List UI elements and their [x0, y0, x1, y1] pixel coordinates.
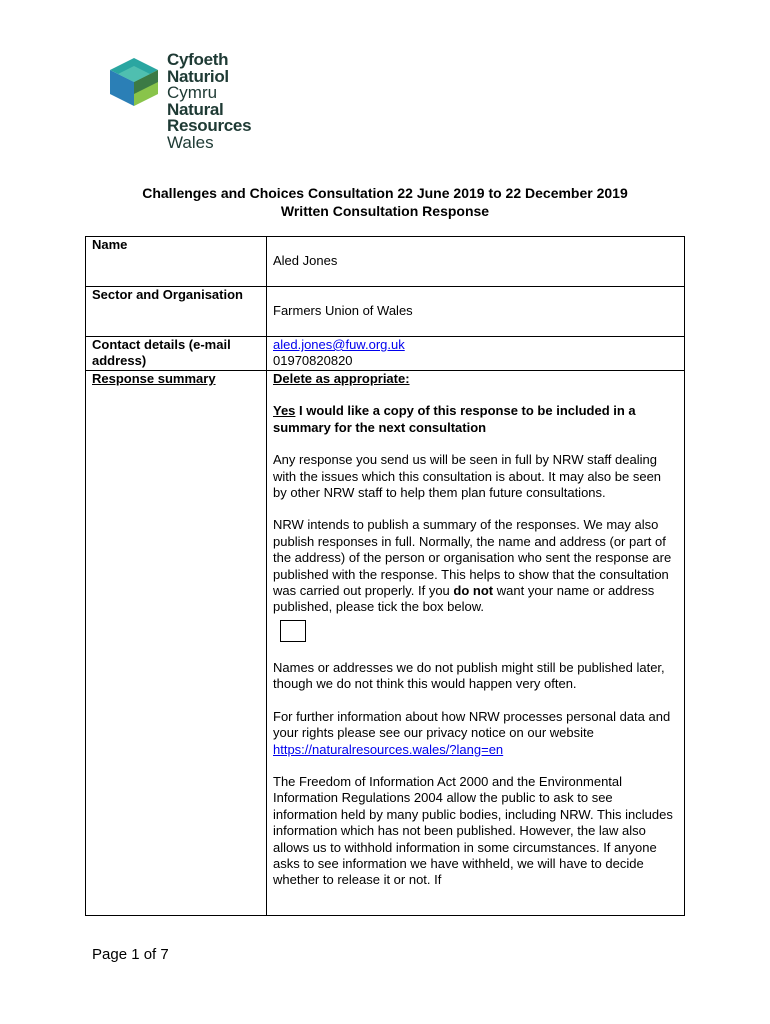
privacy-notice-link[interactable]: https://naturalresources.wales/?lang=en: [273, 741, 504, 757]
name-cell: [267, 237, 685, 287]
sector-value: Farmers Union of Wales: [273, 303, 413, 318]
privacy-para-4: [273, 709, 678, 758]
copy-request: [273, 403, 678, 436]
para4-text: For further information about how NRW processes personal data and your rights please see our privacy notice on our website: [273, 708, 671, 741]
summary-label-cell: [86, 371, 267, 916]
summary-row: [86, 371, 685, 916]
contact-row: [86, 337, 685, 371]
sector-cell: [267, 287, 685, 337]
title-line-2: Written Consultation Response: [280, 203, 490, 219]
contact-cell: [267, 337, 685, 371]
page-number: Page 1 of 7: [92, 946, 169, 963]
privacy-para-1: Any response you send us will be seen in full by NRW staff dealing with the issues which this consultation is about. It may also be seen by other NRW staff to help them plan future consultations.: [273, 452, 662, 501]
contact-phone: 01970820820: [273, 353, 353, 369]
summary-label: Response summary: [92, 371, 216, 386]
privacy-para-3: Names or addresses we do not publish might still be published later, though we do not think this would happen very often.: [273, 659, 665, 692]
para2-bold: do not: [453, 583, 494, 599]
name-value: Aled Jones: [273, 253, 338, 268]
logo-line-wales: Wales: [167, 132, 214, 152]
document-title: [0, 184, 770, 220]
name-label: Name: [86, 237, 267, 287]
logo-line-natural: Natural: [167, 99, 224, 119]
delete-label: Delete as appropriate:: [273, 371, 410, 386]
summary-cell: [267, 371, 685, 916]
nrw-logo: [106, 52, 276, 158]
withhold-name-checkbox[interactable]: [280, 620, 306, 642]
sector-label: Sector and Organisation: [86, 287, 267, 337]
para2-start: NRW intends to publish a summary of the responses. We may also publish responses in full. Normally, the name and address (or part of the address) of the person or organisation who sent the response are published with the response. This helps to show that the consultation was carried out properly. If you: [273, 517, 672, 599]
yes-option[interactable]: Yes: [273, 403, 296, 419]
logo-wordmark: [167, 52, 251, 151]
para2-end: want your name or address published, please tick the box below.: [273, 583, 655, 615]
logo-line-cymru: Cymru: [167, 83, 218, 102]
copy-request-text: I would like a copy of this response to be included in a summary for the next consultation: [273, 403, 636, 435]
name-row: [86, 237, 685, 287]
contact-email-link[interactable]: aled.jones@fuw.org.uk: [273, 337, 405, 352]
title-line-1: Challenges and Choices Consultation 22 June 2019 to 22 December 2019: [142, 185, 628, 201]
foi-para: The Freedom of Information Act 2000 and the Environmental Information Regulations 2004 allow the public to ask to see information held by many public bodies, including NRW. This includes information which has not been published. However, the law also allows us to withhold information in some circumstances. If anyone asks to see information we have withheld, we will have to decide whether to release it or not. If: [273, 773, 673, 888]
logo-line-naturiol: Naturiol: [167, 66, 229, 86]
nrw-logo-mark: [106, 56, 162, 108]
sector-row: [86, 287, 685, 337]
privacy-para-2: [273, 517, 678, 615]
response-form-table: [85, 236, 685, 916]
contact-label: Contact details (e-mail address): [86, 337, 267, 371]
logo-line-resources: Resources: [167, 116, 252, 135]
logo-line-cyfoeth: Cyfoeth: [167, 50, 229, 69]
